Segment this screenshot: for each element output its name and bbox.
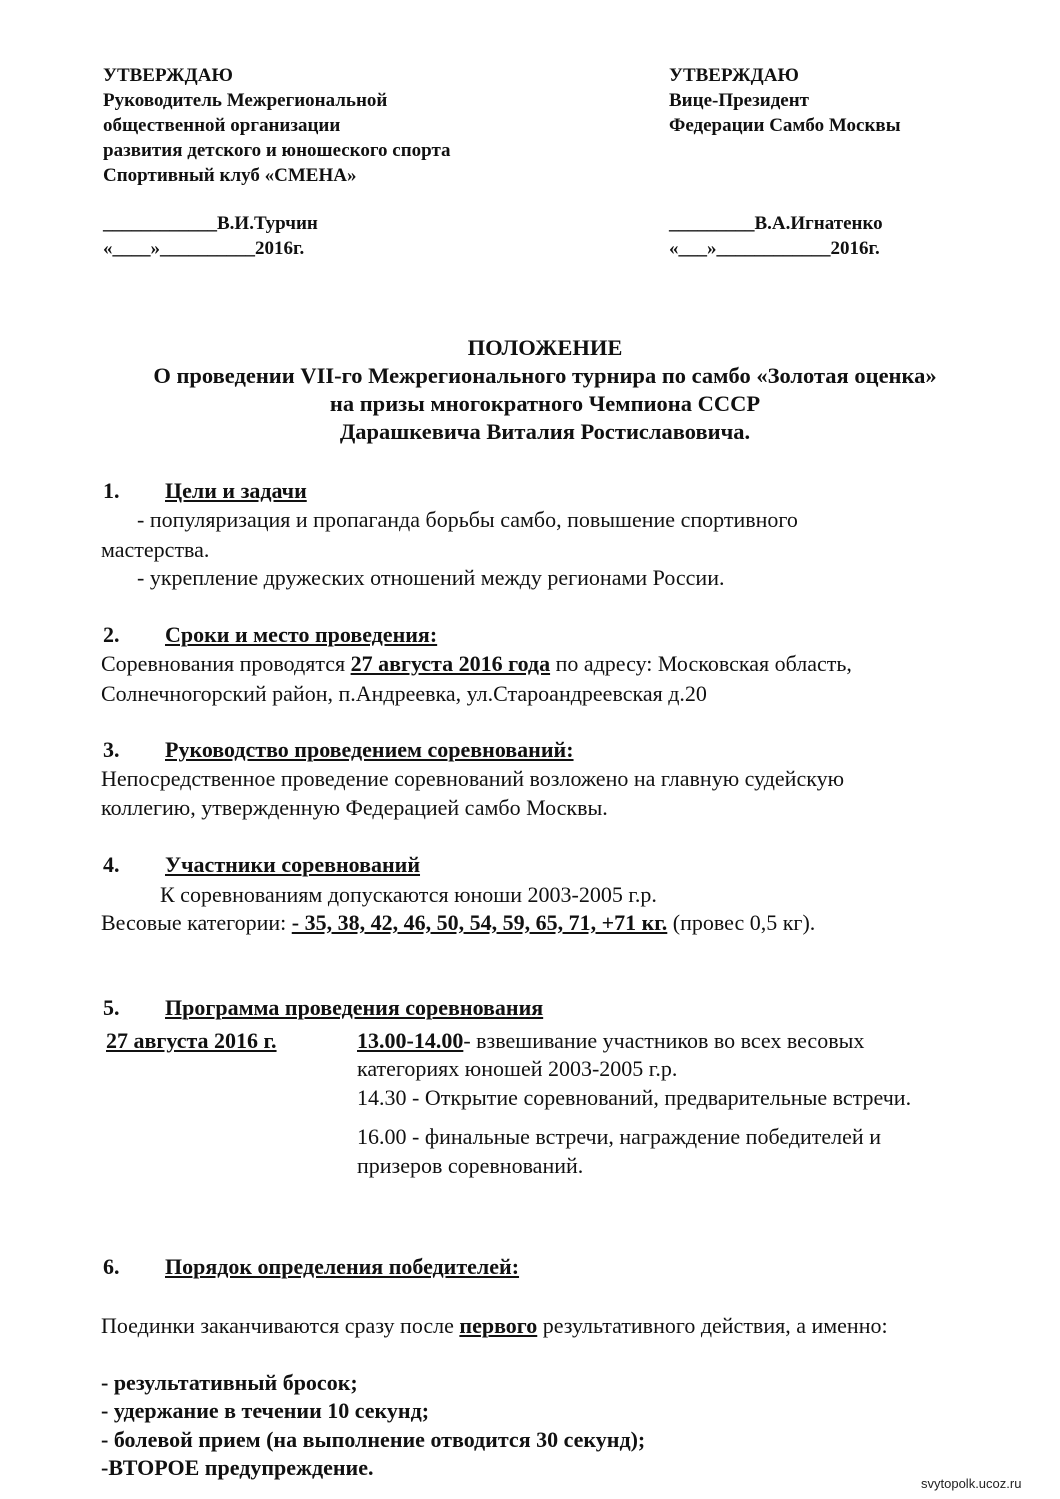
section-1-item: - укрепление дружеских отношений между регионами России. bbox=[137, 565, 725, 590]
section-number: 4. bbox=[103, 852, 120, 877]
approval-left-date: «____»__________2016г. bbox=[103, 238, 305, 259]
victory-condition: - удержание в течении 10 секунд; bbox=[101, 1398, 430, 1423]
section-title: Сроки и место проведения: bbox=[165, 622, 438, 647]
section-4-weights bbox=[101, 910, 815, 936]
text-fragment: - взвешивание участников во всех весовых bbox=[463, 1028, 865, 1053]
program-item bbox=[357, 1028, 864, 1054]
approval-left-line: общественной организации bbox=[103, 115, 341, 136]
section-4-heading bbox=[103, 852, 703, 880]
section-1-item-continued: мастерства. bbox=[101, 537, 210, 562]
section-3-heading bbox=[103, 737, 803, 765]
victory-condition: -ВТОРОЕ предупреждение. bbox=[101, 1455, 374, 1480]
section-number: 3. bbox=[103, 737, 120, 762]
program-time: 13.00-14.00 bbox=[357, 1028, 464, 1053]
section-6-heading bbox=[103, 1254, 703, 1282]
emphasis-first: первого bbox=[459, 1313, 538, 1338]
section-5-heading bbox=[103, 995, 703, 1023]
text-fragment: результативного действия, а именно: bbox=[537, 1313, 888, 1338]
approval-right bbox=[669, 63, 901, 138]
approval-right-signature-block bbox=[669, 211, 883, 261]
title-line: О проведении VII-го Межрегионального турнира по самбо «Золотая оценка» bbox=[153, 363, 937, 388]
section-1-heading bbox=[103, 478, 703, 506]
section-1-item: - популяризация и пропаганда борьбы самбо, повышение спортивного bbox=[137, 507, 798, 532]
title-line: Дарашкевича Виталия Ростиславовича. bbox=[339, 419, 751, 444]
section-2-heading bbox=[103, 622, 703, 650]
approval-right-signature: _________В.А.Игнатенко bbox=[669, 213, 883, 234]
text-fragment: Соревнования проводятся bbox=[101, 651, 351, 676]
title-main: ПОЛОЖЕНИЕ bbox=[467, 335, 623, 360]
section-3-text: коллегию, утвержденную Федерацией самбо Москвы. bbox=[101, 795, 608, 820]
program-item-continued: категориях юношей 2003-2005 г.р. bbox=[357, 1056, 678, 1081]
approval-right-date: «___»____________2016г. bbox=[669, 238, 880, 259]
program-item: 14.30 - Открытие соревнований, предварительные встречи. bbox=[357, 1085, 912, 1110]
section-2-address: Солнечногорский район, п.Андреевка, ул.Староандреевская д.20 bbox=[101, 681, 707, 706]
section-2-text bbox=[101, 651, 852, 677]
text-fragment: (провес 0,5 кг). bbox=[667, 910, 816, 935]
program-item-continued: призеров соревнований. bbox=[357, 1153, 584, 1178]
approval-left-line: развития детского и юношеского спорта bbox=[103, 140, 451, 161]
text-fragment: по адресу: Московская область, bbox=[550, 651, 852, 676]
victory-condition: - болевой прием (на выполнение отводится 30 секунд); bbox=[101, 1427, 646, 1452]
approval-left-heading: УТВЕРЖДАЮ bbox=[103, 65, 233, 86]
section-number: 1. bbox=[103, 478, 120, 503]
approval-left-line: Руководитель Межрегиональной bbox=[103, 90, 388, 111]
section-4-text: К соревнованиям допускаются юноши 2003-2005 г.р. bbox=[160, 882, 657, 907]
document-title bbox=[0, 334, 1060, 446]
section-number: 5. bbox=[103, 995, 120, 1020]
text-fragment: Весовые категории: bbox=[101, 910, 292, 935]
approval-right-line: Вице-Президент bbox=[669, 90, 810, 111]
approval-right-heading: УТВЕРЖДАЮ bbox=[669, 65, 799, 86]
section-3-text: Непосредственное проведение соревнований возложено на главную судейскую bbox=[101, 766, 845, 791]
title-line: на призы многократного Чемпиона СССР bbox=[329, 391, 761, 416]
event-date: 27 августа 2016 года bbox=[350, 651, 551, 676]
watermark-url: svytopolk.ucoz.ru bbox=[921, 1476, 1022, 1491]
section-title: Руководство проведением соревнований: bbox=[165, 737, 574, 762]
section-title: Цели и задачи bbox=[165, 478, 307, 503]
section-6-intro bbox=[101, 1313, 888, 1339]
program-item: 16.00 - финальные встречи, награждение победителей и bbox=[357, 1124, 881, 1149]
approval-right-line: Федерации Самбо Москвы bbox=[669, 115, 901, 136]
approval-left bbox=[103, 63, 451, 188]
victory-condition: - результативный бросок; bbox=[101, 1370, 358, 1395]
section-number: 6. bbox=[103, 1254, 120, 1279]
section-title: Порядок определения победителей: bbox=[165, 1254, 520, 1279]
section-title: Участники соревнований bbox=[165, 852, 421, 877]
approval-left-line: Спортивный клуб «СМЕНА» bbox=[103, 165, 357, 186]
section-number: 2. bbox=[103, 622, 120, 647]
weight-categories: - 35, 38, 42, 46, 50, 54, 59, 65, 71, +71 кг. bbox=[291, 910, 668, 935]
text-fragment: Поединки заканчиваются сразу после bbox=[101, 1313, 460, 1338]
approval-left-signature-block bbox=[103, 211, 318, 261]
section-title: Программа проведения соревнования bbox=[165, 995, 544, 1020]
program-date: 27 августа 2016 г. bbox=[106, 1028, 277, 1053]
approval-left-signature: ____________В.И.Турчин bbox=[103, 213, 318, 234]
